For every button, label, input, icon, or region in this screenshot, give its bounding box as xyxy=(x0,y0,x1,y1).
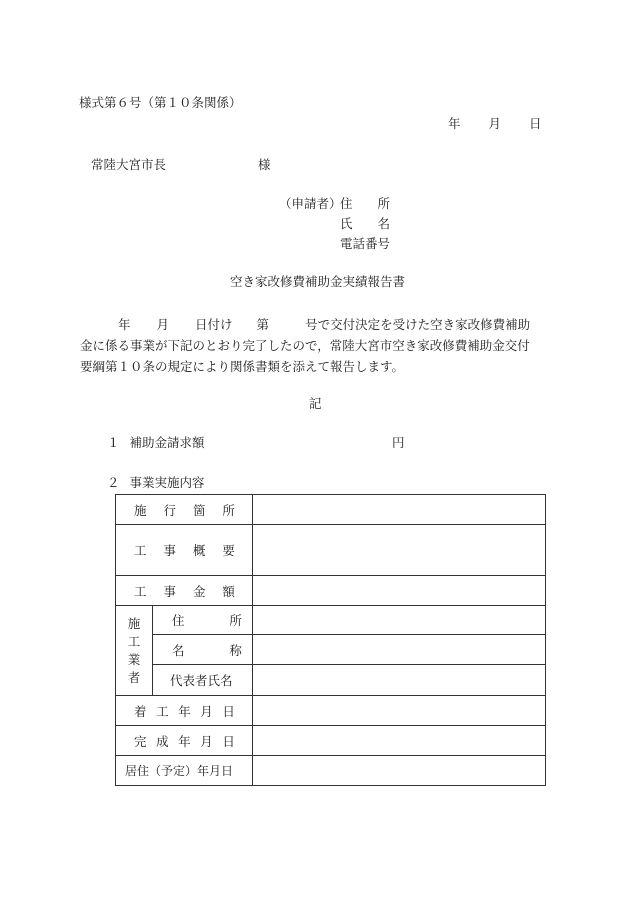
start-date-char-3: 年 xyxy=(178,703,191,719)
body-paragraph xyxy=(80,314,565,377)
start-date-char-5: 日 xyxy=(222,703,235,719)
start-date-label-cell xyxy=(116,696,253,726)
table-row-contractor-name xyxy=(116,635,546,665)
date-year-label: 年 xyxy=(448,116,461,131)
completion-date-char-5: 日 xyxy=(222,733,235,749)
applicant-address-char-1: 住 xyxy=(340,196,353,211)
summary-char-4: 要 xyxy=(222,543,235,558)
residence-date-label-cell xyxy=(116,756,253,786)
body-line-3: 要綱第１０条の規定により関係書類を添えて報告します。 xyxy=(80,359,405,374)
location-value-cell[interactable] xyxy=(252,495,545,525)
applicant-name-char-2: 名 xyxy=(377,216,391,231)
applicant-role: （申請者） xyxy=(279,196,342,211)
body-year-label: 年 xyxy=(118,317,131,332)
table-row-contractor-rep xyxy=(116,665,546,696)
completion-date-char-3: 年 xyxy=(178,733,191,749)
item-1-label: 補助金請求額 xyxy=(129,435,205,450)
addressee-honorific: 様 xyxy=(258,157,271,172)
table-row-completion-date xyxy=(116,726,546,756)
applicant-address-char-2: 所 xyxy=(377,196,391,211)
summary-char-3: 概 xyxy=(192,543,206,558)
contractor-char-1: 施 xyxy=(127,615,141,631)
addressee-name: 常陸大宮市長 xyxy=(91,157,167,172)
item-1 xyxy=(107,437,205,450)
body-no-prefix: 第 xyxy=(256,317,270,332)
table-row-start-date xyxy=(116,696,546,726)
addressee xyxy=(91,159,271,172)
amount-label-cell xyxy=(116,576,253,606)
amount-char-4: 額 xyxy=(222,583,235,599)
item-1-number: １ xyxy=(107,435,120,450)
contractor-rep-label: 代表者氏名 xyxy=(169,673,233,688)
table-row-location xyxy=(116,495,546,525)
applicant-phone-label: 電話番号 xyxy=(340,236,391,251)
completion-date-char-2: 成 xyxy=(156,733,169,749)
summary-value-cell[interactable] xyxy=(252,525,545,576)
contractor-address-value-cell[interactable] xyxy=(252,606,545,635)
contractor-address-char-1: 住 xyxy=(171,613,185,628)
date-line xyxy=(448,118,542,131)
contractor-char-3: 業 xyxy=(127,651,141,667)
body-line-1-rest: 号で交付決定を受けた空き家改修費補助 xyxy=(305,317,531,332)
ki-heading: 記 xyxy=(309,396,322,411)
item-2-number: ２ xyxy=(107,475,120,490)
table-row-contractor-address xyxy=(116,606,546,635)
residence-date-value-cell[interactable] xyxy=(252,756,545,786)
body-line-1 xyxy=(80,314,565,335)
amount-char-3: 金 xyxy=(192,583,206,599)
amount-value-cell[interactable] xyxy=(252,576,545,606)
contractor-name-char-1: 名 xyxy=(171,642,185,658)
item-1-unit: 円 xyxy=(392,435,405,450)
start-date-value-cell[interactable] xyxy=(252,696,545,726)
location-char-4: 所 xyxy=(222,502,235,518)
contractor-char-4: 者 xyxy=(127,669,141,685)
contractor-rep-value-cell[interactable] xyxy=(252,665,545,696)
summary-label-cell xyxy=(116,525,253,576)
completion-date-label-cell xyxy=(116,726,253,756)
completion-date-char-1: 完 xyxy=(134,733,147,749)
contractor-name-char-2: 称 xyxy=(229,642,242,658)
amount-char-2: 事 xyxy=(163,583,176,599)
body-line-2: 金に係る事業が下記のとおり完了したので，常陸大宮市空き家改修費補助金交付 xyxy=(80,338,530,353)
applicant-name-label xyxy=(340,218,390,231)
date-month-label: 月 xyxy=(488,116,502,131)
applicant-address-label xyxy=(340,198,390,211)
completion-date-value-cell[interactable] xyxy=(252,726,545,756)
contractor-rep-label-cell xyxy=(152,665,252,696)
location-char-2: 行 xyxy=(163,502,176,518)
start-date-char-4: 月 xyxy=(200,703,213,719)
form-number: 様式第６号（第１０条関係） xyxy=(79,95,242,110)
table-row-summary xyxy=(116,525,546,576)
table-row-amount xyxy=(116,576,546,606)
contractor-name-label-cell xyxy=(152,635,252,665)
body-month-label: 月 xyxy=(156,317,170,332)
table-row-residence-date xyxy=(116,756,546,786)
contractor-char-2: 工 xyxy=(127,633,141,649)
document-title: 空き家改修費補助金実績報告書 xyxy=(230,274,406,289)
location-char-1: 施 xyxy=(134,502,147,518)
item-2 xyxy=(107,477,205,490)
contractor-label-cell xyxy=(116,606,153,696)
project-details-table xyxy=(115,494,546,786)
contractor-address-char-2: 所 xyxy=(229,613,242,628)
amount-char-1: 工 xyxy=(134,583,147,599)
start-date-char-1: 着 xyxy=(134,703,147,719)
summary-char-2: 事 xyxy=(163,543,176,558)
item-2-label: 事業実施内容 xyxy=(129,475,205,490)
date-day-label: 日 xyxy=(529,116,542,131)
location-label-cell xyxy=(116,495,253,525)
start-date-char-2: 工 xyxy=(156,703,169,719)
location-char-3: 箇 xyxy=(192,502,206,518)
contractor-name-value-cell[interactable] xyxy=(252,635,545,665)
residence-date-label: 居住（予定）年月日 xyxy=(125,764,234,778)
summary-char-1: 工 xyxy=(134,543,147,558)
body-dated-label: 日付け xyxy=(195,317,233,332)
contractor-address-label-cell xyxy=(152,606,252,635)
applicant-name-char-1: 氏 xyxy=(340,216,353,231)
completion-date-char-4: 月 xyxy=(200,733,213,749)
